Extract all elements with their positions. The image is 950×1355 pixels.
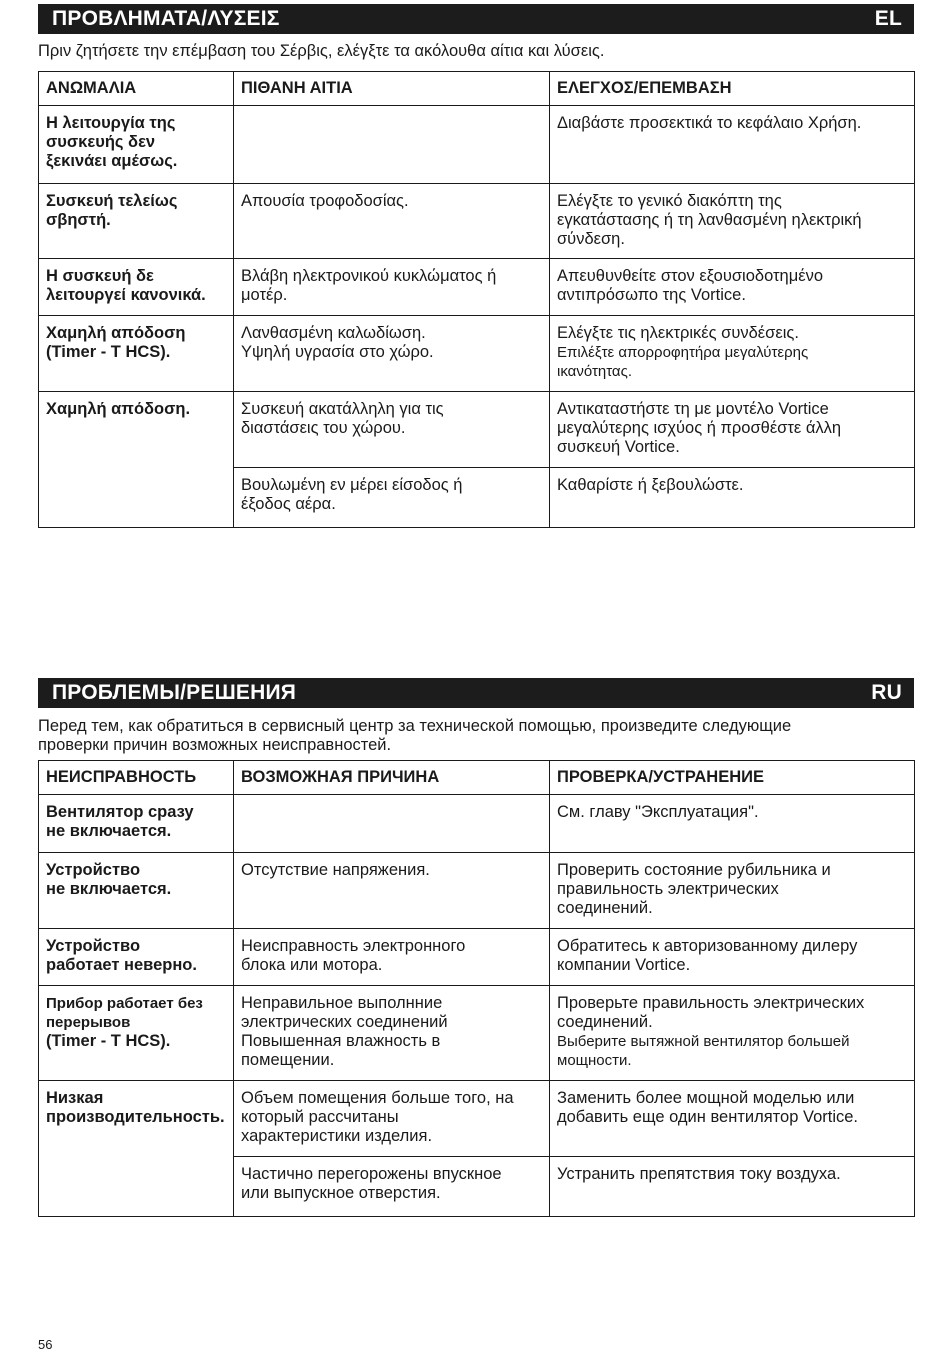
anomaly-cell: Устройство работает неверно. xyxy=(39,929,234,986)
cause-cell: Βουλωμένη εν μέρει είσοδος ή έξοδος αέρα. xyxy=(234,468,550,528)
anomaly-cell: Η συσκευή δε λειτουργεί κανονικά. xyxy=(39,259,234,316)
page-number: 56 xyxy=(38,1337,53,1352)
troubleshooting-table xyxy=(38,760,915,1217)
header-action: ПРОВЕРКА/УСТРАНЕНИЕ xyxy=(550,761,915,795)
table-header-row xyxy=(39,761,915,795)
ru-section xyxy=(38,678,914,1217)
section-title: ПРОБЛЕМЫ/РЕШЕНИЯ xyxy=(52,681,297,704)
section-title: ΠΡΟΒΛΗΜΑΤΑ/ΛΥΣΕΙΣ xyxy=(52,7,280,30)
intro-text: Перед тем, как обратиться в сервисный центр за технической помощью, произведите следующие проверки причин возможных неисправностей. xyxy=(38,717,792,754)
section-banner xyxy=(38,678,914,708)
header-anomaly: ΑΝΩΜΑΛΙΑ xyxy=(39,72,234,106)
language-code: RU xyxy=(871,681,902,704)
cause-cell: Неисправность электронного блока или мотора. xyxy=(234,929,550,986)
header-cause: ВОЗМОЖНАЯ ПРИЧИНА xyxy=(234,761,550,795)
table-row xyxy=(39,392,915,468)
anomaly-cell: Устройство не включается. xyxy=(39,853,234,929)
action-cell: Ελέγξτε τις ηλεκτρικές συνδέσεις. Επιλέξτε απορροφητήρα μεγαλύτερης ικανότητας. xyxy=(550,316,915,392)
cause-cell: Объем помещения больше того, на который рассчитаны характеристики изделия. xyxy=(234,1081,550,1157)
action-cell: Καθαρίστε ή ξεβουλώστε. xyxy=(550,468,915,528)
action-cell: Обратитесь к авторизованному дилеру компании Vortice. xyxy=(550,929,915,986)
action-cell: Заменить более мощной моделью или добавить еще один вентилятор Vortice. xyxy=(550,1081,915,1157)
cause-cell: Απουσία τροφοδοσίας. xyxy=(234,184,550,259)
action-cell: Устранить препятствия току воздуха. xyxy=(550,1157,915,1217)
cause-cell xyxy=(234,106,550,184)
action-cell: Ελέγξτε το γενικό διακόπτη της εγκατάστασης ή τη λανθασμένη ηλεκτρική σύνδεση. xyxy=(550,184,915,259)
cause-cell: Συσκευή ακατάλληλη για τις διαστάσεις του χώρου. xyxy=(234,392,550,468)
cause-cell: Частично перегорожены впускное или выпускное отверстия. xyxy=(234,1157,550,1217)
anomaly-cell: Вентилятор сразу не включается. xyxy=(39,795,234,853)
header-cause: ΠΙΘΑΝΗ ΑΙΤΙΑ xyxy=(234,72,550,106)
intro-text: Πριν ζητήσετε την επέμβαση του Σέρβις, ελέγξτε τα ακόλουθα αίτια και λύσεις. xyxy=(38,42,605,60)
cause-cell: Отсутствие напряжения. xyxy=(234,853,550,929)
table-header-row xyxy=(39,72,915,106)
action-cell: Проверить состояние рубильника и правильность электрических соединений. xyxy=(550,853,915,929)
table-row xyxy=(39,316,915,392)
section-banner xyxy=(38,4,914,34)
table-row xyxy=(39,259,915,316)
action-cell: См. главу "Эксплуатация". xyxy=(550,795,915,853)
table-row xyxy=(39,853,915,929)
table-row xyxy=(39,106,915,184)
anomaly-cell: Η λειτουργία της συσκευής δεν ξεκινάει αμέσως. xyxy=(39,106,234,184)
anomaly-cell: Прибор работает без перерывов (Timer - T HCS). xyxy=(39,986,234,1081)
table-row xyxy=(39,184,915,259)
anomaly-cell: Низкая производительность. xyxy=(39,1081,234,1217)
header-anomaly: НЕИСПРАВНОСТЬ xyxy=(39,761,234,795)
table-row xyxy=(39,929,915,986)
action-cell: Διαβάστε προσεκτικά το κεφάλαιο Χρήση. xyxy=(550,106,915,184)
table-row xyxy=(39,795,915,853)
troubleshooting-table xyxy=(38,71,915,528)
cause-cell xyxy=(234,795,550,853)
anomaly-cell: Συσκευή τελείως σβηστή. xyxy=(39,184,234,259)
cause-cell: Βλάβη ηλεκτρονικού κυκλώματος ή μοτέρ. xyxy=(234,259,550,316)
table-row xyxy=(39,1081,915,1157)
action-cell: Проверьте правильность электрических соединений. Выберите вытяжной вентилятор большей мощности. xyxy=(550,986,915,1081)
cause-cell: Неправильное выполнние электрических соединений Повышенная влажность в помещении. xyxy=(234,986,550,1081)
action-cell: Απευθυνθείτε στον εξουσιοδοτημένο αντιπρόσωπο της Vortice. xyxy=(550,259,915,316)
anomaly-cell: Χαμηλή απόδοση (Timer - T HCS). xyxy=(39,316,234,392)
el-section xyxy=(38,4,914,528)
table-row xyxy=(39,986,915,1081)
language-code: EL xyxy=(874,7,902,30)
action-cell: Αντικαταστήστε τη με μοντέλο Vortice μεγαλύτερης ισχύος ή προσθέστε άλλη συσκευή Vortice. xyxy=(550,392,915,468)
anomaly-cell: Χαμηλή απόδοση. xyxy=(39,392,234,528)
header-action: ΕΛΕΓΧΟΣ/ΕΠΕΜΒΑΣΗ xyxy=(550,72,915,106)
cause-cell: Λανθασμένη καλωδίωση. Υψηλή υγρασία στο χώρο. xyxy=(234,316,550,392)
